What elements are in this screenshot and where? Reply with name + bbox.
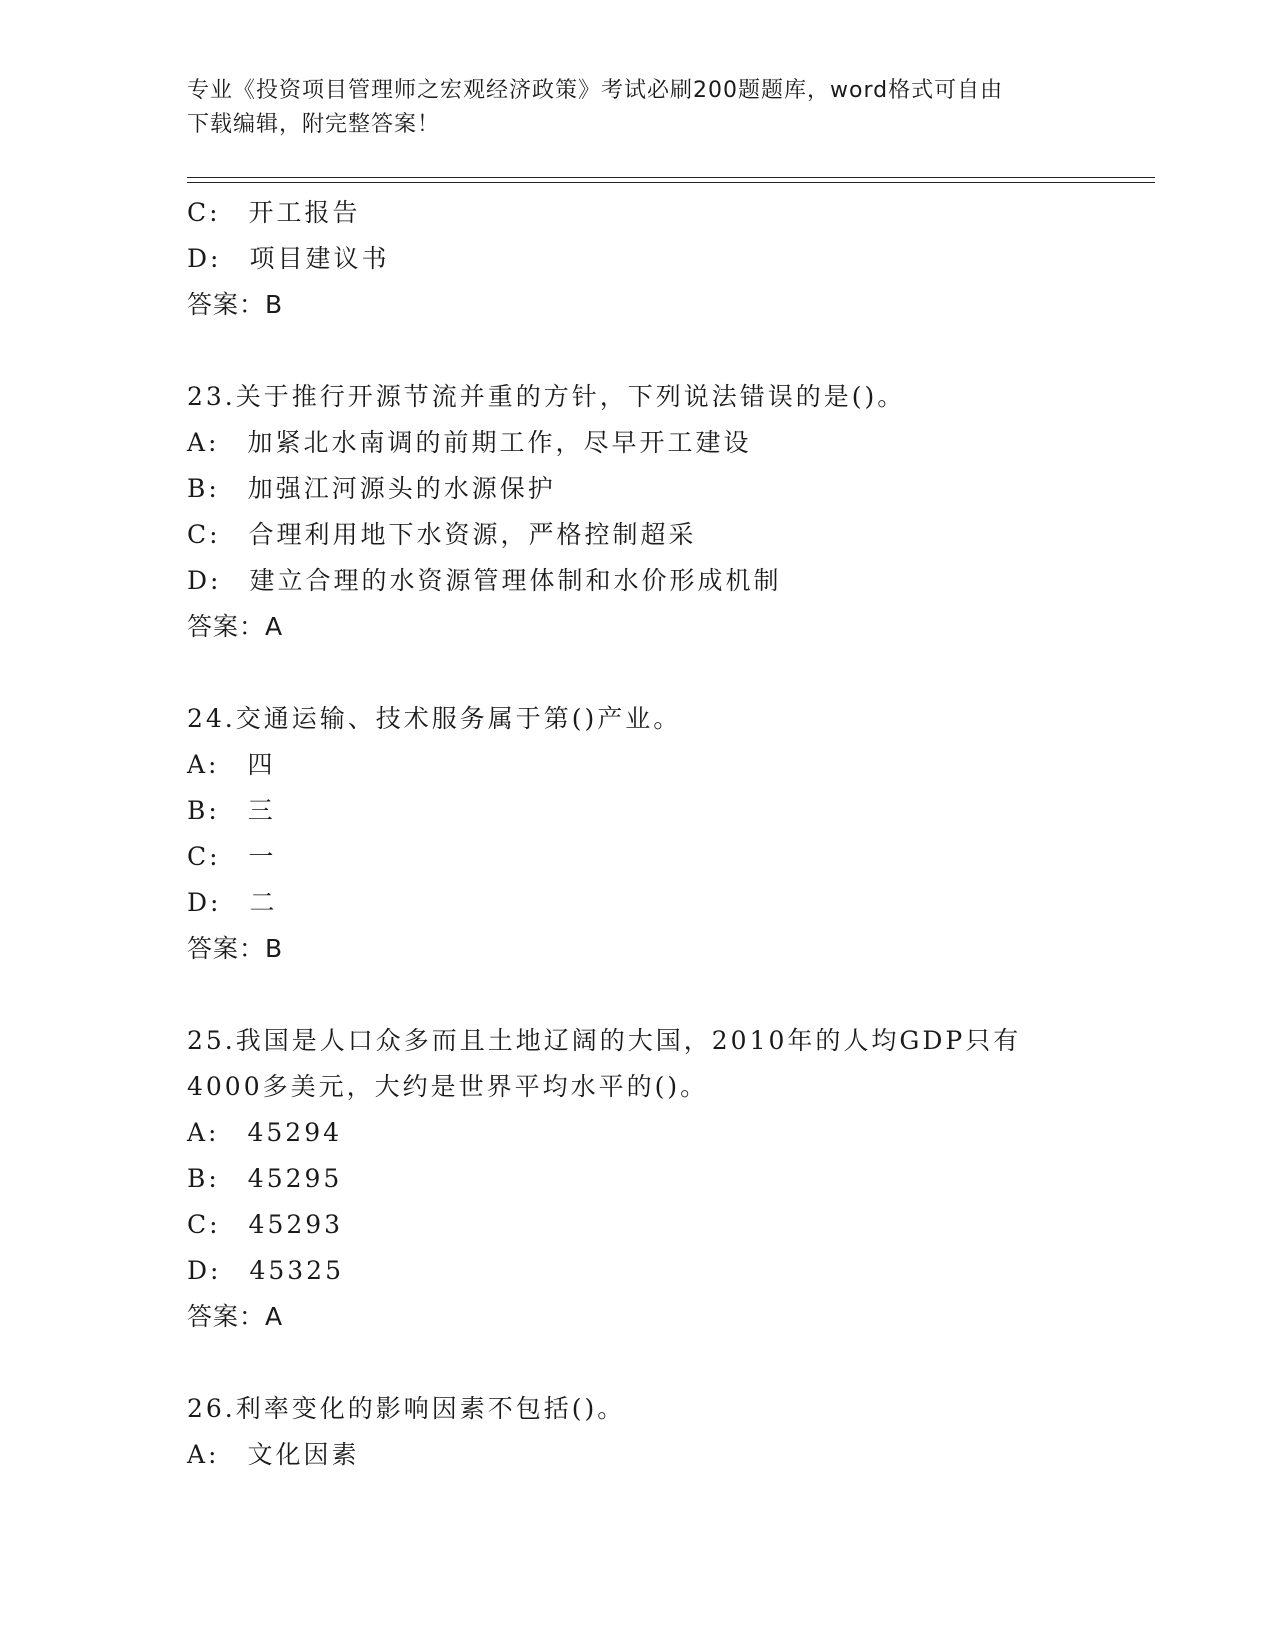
option-d: D: 45325	[187, 1256, 344, 1285]
option-b: B: 加强江河源头的水源保护	[187, 474, 556, 503]
spacer	[187, 650, 1147, 696]
option-b: B: 三	[187, 796, 276, 825]
question-22-continued	[187, 190, 1147, 328]
answer-label: 答案：A	[187, 612, 284, 641]
question-24	[187, 696, 1147, 972]
question-stem-line-1: 25.我国是人口众多而且土地辽阔的大国，2010年的人均GDP只有	[187, 1026, 1022, 1055]
question-stem-line-2: 4000多美元，大约是世界平均水平的()。	[187, 1072, 709, 1101]
header-divider-top	[187, 177, 1155, 178]
option-a: A: 45294	[187, 1118, 343, 1147]
option-d: D: 项目建议书	[187, 244, 390, 273]
question-25	[187, 1018, 1147, 1340]
option-a: A: 四	[187, 750, 276, 779]
header-line-1: 专业《投资项目管理师之宏观经济政策》考试必刷200题题库，word格式可自由	[187, 78, 1004, 103]
option-c: C: 开工报告	[187, 198, 361, 227]
option-c: C: 合理利用地下水资源，严格控制超采	[187, 520, 697, 549]
question-stem: 23.关于推行开源节流并重的方针，下列说法错误的是()。	[187, 382, 906, 411]
header-line-2: 下载编辑，附完整答案！	[187, 112, 441, 137]
option-d: D: 建立合理的水资源管理体制和水价形成机制	[187, 566, 782, 595]
option-a: A: 加紧北水南调的前期工作，尽早开工建设	[187, 428, 752, 457]
question-stem: 26.利率变化的影响因素不包括()。	[187, 1394, 626, 1423]
option-d: D: 二	[187, 888, 278, 917]
option-a: A: 文化因素	[187, 1440, 360, 1469]
option-c: C: 一	[187, 842, 277, 871]
answer-label: 答案：A	[187, 1302, 284, 1331]
header-divider-bottom	[187, 182, 1155, 183]
spacer	[187, 1340, 1147, 1386]
option-b: B: 45295	[187, 1164, 343, 1193]
question-list	[187, 190, 1147, 1478]
question-26	[187, 1386, 1147, 1478]
option-c: C: 45293	[187, 1210, 344, 1239]
spacer	[187, 972, 1147, 1018]
question-23	[187, 374, 1147, 650]
answer-label: 答案：B	[187, 290, 284, 319]
document-header	[187, 74, 1067, 142]
spacer	[187, 328, 1147, 374]
question-stem: 24.交通运输、技术服务属于第()产业。	[187, 704, 682, 733]
answer-label: 答案：B	[187, 934, 284, 963]
